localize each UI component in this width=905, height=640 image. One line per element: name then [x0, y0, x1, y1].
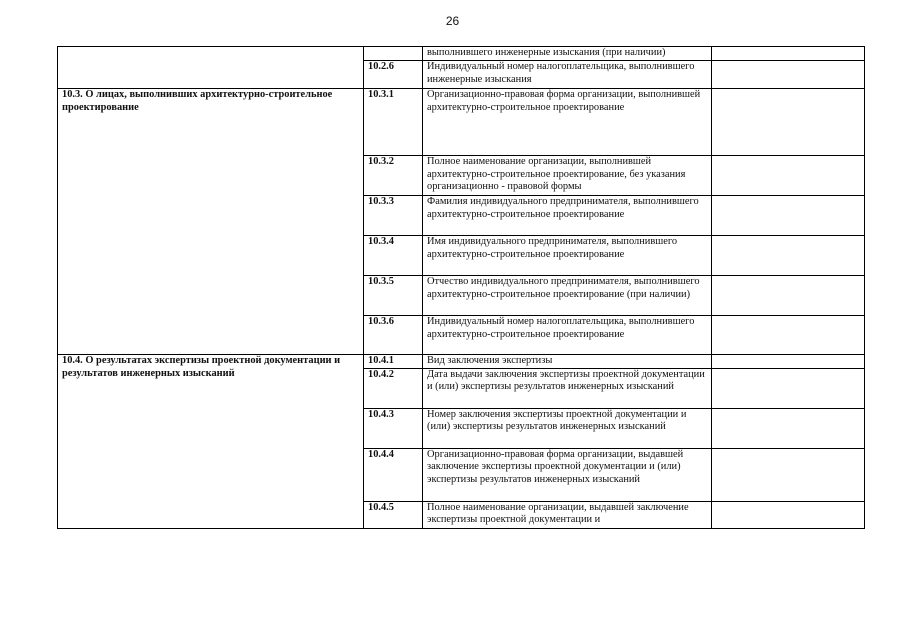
code-cell: 10.3.1: [364, 88, 423, 155]
code-cell: 10.2.6: [364, 60, 423, 88]
value-cell: [712, 275, 865, 315]
code-cell: 10.4.1: [364, 354, 423, 368]
section-heading: 10.3. О лицах, выполнивших архитектурно-строительное проектирование: [58, 88, 364, 354]
description-cell: Фамилия индивидуального предпринимателя, выполнившего архитектурно-строительное проектирование: [423, 195, 712, 235]
value-cell: [712, 235, 865, 275]
code-cell-empty: [364, 47, 423, 61]
description-cell: Номер заключения экспертизы проектной документации и (или) экспертизы результатов инженерных изысканий: [423, 408, 712, 448]
description-cell: Индивидуальный номер налогоплательщика, выполнившего инженерные изыскания: [423, 60, 712, 88]
value-cell: [712, 354, 865, 368]
value-cell: [712, 195, 865, 235]
description-cell: Организационно-правовая форма организации, выполнившей архитектурно-строительное проектирование: [423, 88, 712, 155]
table-row: [58, 88, 865, 155]
description-cell: Вид заключения экспертизы: [423, 354, 712, 368]
value-cell: [712, 88, 865, 155]
code-cell: 10.3.6: [364, 315, 423, 354]
value-cell: [712, 501, 865, 528]
description-cell: Отчество индивидуального предпринимателя, выполнившего архитектурно-строительное проектирование (при наличии): [423, 275, 712, 315]
code-cell: 10.4.2: [364, 368, 423, 408]
value-cell: [712, 408, 865, 448]
value-cell: [712, 368, 865, 408]
value-cell: [712, 47, 865, 61]
description-cell: Организационно-правовая форма организации, выдавшей заключение экспертизы проектной документации и (или) экспертизы результатов инженерных изысканий: [423, 448, 712, 501]
value-cell: [712, 60, 865, 88]
section-heading: 10.4. О результатах экспертизы проектной документации и результатов инженерных изысканий: [58, 354, 364, 528]
table-row: [58, 47, 865, 61]
table-row: [58, 354, 865, 368]
code-cell: 10.4.5: [364, 501, 423, 528]
code-cell: 10.3.2: [364, 155, 423, 195]
value-cell: [712, 155, 865, 195]
description-cell: Дата выдачи заключения экспертизы проектной документации и (или) экспертизы результатов инженерных изысканий: [423, 368, 712, 408]
description-cell: Полное наименование организации, выдавшей заключение экспертизы проектной документации и: [423, 501, 712, 528]
code-cell: 10.4.4: [364, 448, 423, 501]
description-cell: выполнившего инженерные изыскания (при наличии): [423, 47, 712, 61]
description-cell: Имя индивидуального предпринимателя, выполнившего архитектурно-строительное проектирование: [423, 235, 712, 275]
page-number: 26: [445, 14, 460, 28]
section-cell-empty: [58, 47, 364, 89]
code-cell: 10.4.3: [364, 408, 423, 448]
value-cell: [712, 448, 865, 501]
description-cell: Индивидуальный номер налогоплательщика, выполнившего архитектурно-строительное проектирование: [423, 315, 712, 354]
code-cell: 10.3.5: [364, 275, 423, 315]
value-cell: [712, 315, 865, 354]
code-cell: 10.3.3: [364, 195, 423, 235]
description-cell: Полное наименование организации, выполнившей архитектурно-строительное проектирование, без указания организационно - правовой формы: [423, 155, 712, 195]
code-cell: 10.3.4: [364, 235, 423, 275]
requirements-table: [57, 46, 865, 529]
